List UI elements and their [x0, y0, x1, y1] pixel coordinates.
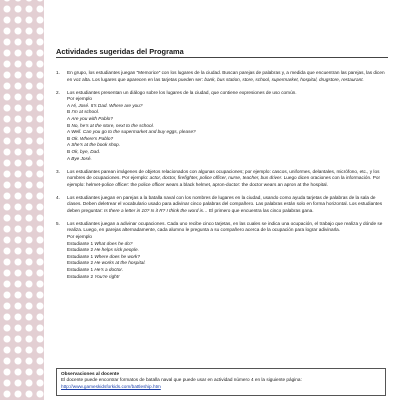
activity-number: 5.: [56, 220, 60, 226]
activity-number: 4.: [56, 194, 60, 200]
document-page: [56, 0, 392, 400]
title-divider: [56, 57, 388, 58]
activity-text-after: El primero que encuentra las cinco palabras gana.: [207, 207, 314, 213]
activity-text: En grupo, los estudiantes juegan “Memorice” con los lugares de la ciudad. Buscan parejas de palabras y, a medida que encuentran las parejas, las dicen en voz alta. Los lugares que aparecen en las tarjetas pueden ser:: [67, 70, 385, 82]
activity-italic: actor, doctor, firefighter, police officer, nurse, teacher, bus driver.: [149, 175, 283, 181]
dialogue-line: A Are you with Pablo?: [67, 115, 113, 121]
dialogue-line: A Bye José.: [67, 155, 92, 161]
activity-text: Los estudiantes parean imágenes de objetos relacionados con algunas ocupaciones; por ejemplo: cascos, uniformes, delantales, micrófono, etc., y los nombres de ocupaciones. Por ejemplo:: [67, 168, 380, 181]
activity-list: [56, 70, 388, 287]
example-label: Por ejemplo: [67, 234, 93, 240]
dialogue-line: Estudiante 2 He helps sick people.: [67, 247, 139, 253]
dialogue-line: A She’s at the book shop.: [67, 142, 121, 148]
dialogue-line: Estudiante 1 Where does he work?: [67, 253, 140, 259]
battleship-link[interactable]: http://www.gameskidsforkids.com/battleship.htm: [61, 383, 161, 389]
activity-text: Los estudiantes juegan a adivinar ocupaciones. Cada uno recibe cinco tarjetas, en las cuales se indica una ocupación, el trabajo que realiza y dónde se realiza. Luego, en parejas alternadamente, cada alumno le pregunta a su compañero acerca de la ocupación para lograr adivinarla.: [67, 220, 383, 233]
activity-number: 2.: [56, 89, 60, 95]
activity-number: 1.: [56, 70, 60, 75]
dialogue-line: Estudiante 1 What does he do?: [67, 240, 133, 246]
dialogue-line: A Hi, José. It’s Dad. Where are you?: [67, 102, 143, 108]
activity-item-5: [56, 221, 388, 280]
dialogue-line: Estudiante 2 He works at the hospital.: [67, 260, 146, 266]
dialogue-line: A Well. Can you go to the supermarket and buy eggs, please?: [67, 129, 196, 135]
activity-text: Los estudiantes juegan en parejas a la batalla naval con los nombres de lugares en la ciudad, usando como ayuda tarjetas de palabras de la sala de clases. Deben deletrear el vocabulario usado para adivinar cinco palabras del compañero. Las palabras están solo en forma horizontal. Los estudiantes deben preguntar:: [67, 194, 383, 213]
activity-item-1: [56, 70, 388, 83]
activity-item-2: [56, 90, 388, 163]
activity-text: Los estudiantes presentan un diálogo sobre los lugares de la ciudad, que contiene expresiones de uso común.: [67, 89, 297, 95]
dialogue-line: B No, he’s at the store, next to the school.: [67, 122, 154, 128]
activity-number: 3.: [56, 168, 60, 174]
dialogue-line: Estudiante 1 He’s a doctor.: [67, 267, 124, 272]
page-title: Actividades sugeridas del Programa: [56, 47, 184, 56]
observations-title: Observaciones al docente: [61, 371, 120, 376]
activity-italic: bank, bus station, store, school, supermarket, hospital, drugstore, restaurant.: [204, 76, 364, 82]
dialogue-line: B Ok, bye, Dad.: [67, 148, 101, 154]
dialogue-line: Estudiante 2 You’re right!: [67, 273, 120, 279]
activity-item-4: [56, 195, 388, 215]
decorative-dot-strip: [0, 0, 44, 400]
activity-item-3: [56, 169, 388, 189]
observations-text: El docente puede encontrar formatos de batalla naval que puede usar en actividad número 4 en la siguiente página:: [61, 377, 302, 383]
dialogue-line: B Ok. Where’s Pablo?: [67, 135, 114, 141]
activity-italic: Is there a letter in 10? Is it R? I think the word is…: [104, 207, 208, 213]
activity-text-after: Luego dicen oraciones con la información. Por ejemplo: helmet-police officer: the police officer wears a black helmet, apron-doctor: the doctor wears an apron at the hospital.: [67, 175, 381, 187]
observations-box: [56, 368, 386, 396]
dialogue-line: B I’m at school.: [67, 109, 100, 115]
example-label: Por ejemplo: [67, 96, 93, 102]
